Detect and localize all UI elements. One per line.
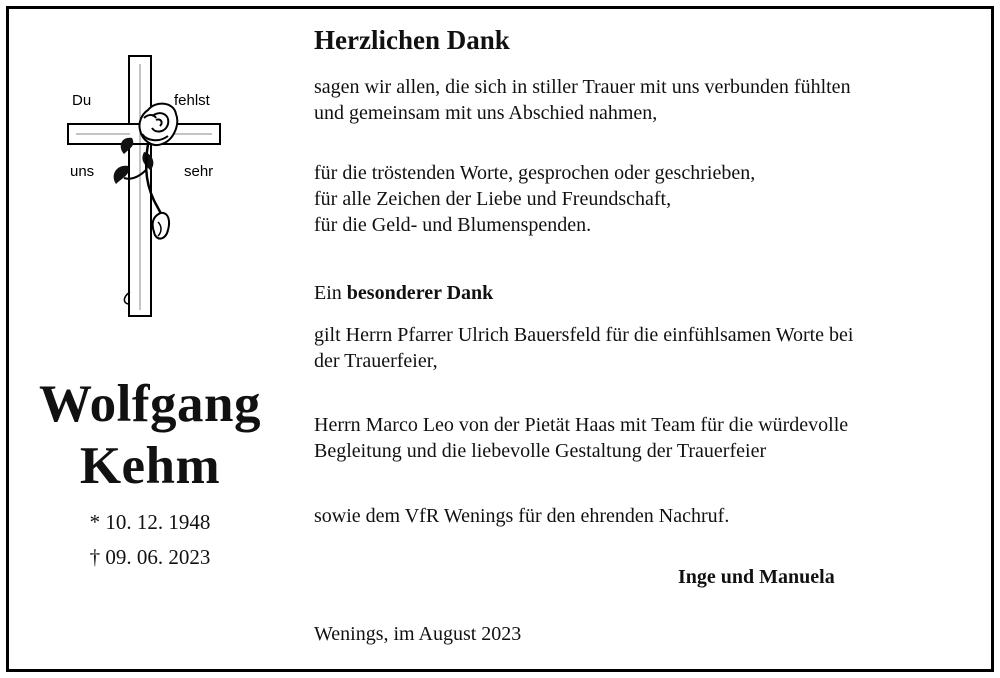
text-line: gilt Herrn Pfarrer Ulrich Bauersfeld für die einfühlsamen Worte bei xyxy=(314,324,854,346)
text-line: und gemeinsam mit uns Abschied nahmen, xyxy=(314,102,658,124)
paragraph-pastor xyxy=(314,322,854,374)
emblem-word-uns: uns xyxy=(70,163,95,180)
paragraph-for-words xyxy=(314,160,755,238)
paragraph-thanks-all xyxy=(314,74,851,126)
paragraph-funeral-home xyxy=(314,412,848,464)
text-line: für die Geld- und Blumenspenden. xyxy=(314,214,592,236)
text-line: Herrn Marco Leo von der Pietät Haas mit Team für die würdevolle xyxy=(314,414,849,436)
emblem-word-sehr: sehr xyxy=(184,163,214,180)
emblem-word-du: Du xyxy=(72,92,92,109)
text-line: sagen wir allen, die sich in stiller Trauer mit uns verbunden fühlten xyxy=(314,76,851,98)
cross-with-rose-icon xyxy=(60,48,230,323)
death-date: † 09. 06. 2023 xyxy=(89,545,211,569)
cross-emblem xyxy=(60,48,230,323)
signature: Inge und Manuela xyxy=(678,566,835,588)
deceased-last-name: Kehm xyxy=(79,437,221,495)
text-line: für die tröstenden Worte, gesprochen oder geschrieben, xyxy=(314,162,756,184)
place-date: Wenings, im August 2023 xyxy=(314,623,522,645)
text-line: Begleitung und die liebevolle Gestaltung der Trauerfeier xyxy=(314,440,767,462)
birth-date: * 10. 12. 1948 xyxy=(89,510,211,534)
text-line: für alle Zeichen der Liebe und Freundschaft, xyxy=(314,188,672,210)
paragraph-club: sowie dem VfR Wenings für den ehrenden Nachruf. xyxy=(314,505,730,527)
text-line: der Trauerfeier, xyxy=(314,350,438,372)
emblem-word-fehlst: fehlst xyxy=(174,92,210,109)
special-thanks-line xyxy=(314,280,493,306)
special-bold: besonderer Dank xyxy=(346,282,494,304)
special-prefix: Ein xyxy=(314,282,342,304)
deceased-first-name: Wolfgang xyxy=(39,375,261,433)
thanks-heading: Herzlichen Dank xyxy=(314,25,510,55)
